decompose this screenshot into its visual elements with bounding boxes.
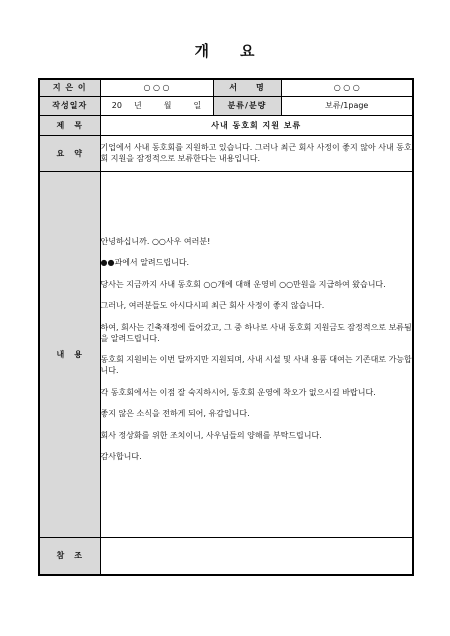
page-title: [0, 42, 450, 60]
content-paragraph: 하여, 회사는 긴축재정에 들어갔고, 그 중 하나로 사내 동호회 지원금도 잠정적으로 보류됨을 알려드립니다.: [100, 322, 412, 343]
page-title-right: 요: [240, 42, 256, 60]
date-category-row: [39, 96, 413, 115]
content-paragraph: 안녕하십니까. ○○사우 여러분!: [100, 236, 211, 246]
date-month-unit: 월: [163, 101, 172, 110]
reference-row: [39, 537, 413, 575]
author-label: 지 은 이: [39, 79, 100, 96]
content-paragraph: 당사는 지금까지 사내 동호회 ○○개에 대해 운영비 ○○만원을 지급하여 왔습니다.: [100, 279, 386, 289]
content-paragraph: 감사합니다.: [100, 452, 142, 461]
category-label: 분류/분량: [213, 96, 281, 115]
date-year-unit: 년: [133, 101, 142, 110]
summary-text[interactable]: 기업에서 사내 동호회를 지원하고 있습니다. 그러나 최근 회사 사정이 좋지 않아 사내 동호회 지원을 잠정적으로 보류한다는 내용입니다.: [100, 135, 413, 171]
content-paragraph: 각 동호회에서는 이점 잘 숙지하시어, 동호회 운영에 착오가 없으시길 바랍니다.: [100, 387, 376, 397]
signature-value[interactable]: ○ ○ ○: [281, 79, 413, 96]
date-label: 작성일자: [39, 96, 100, 115]
content-paragraph: 좋지 않은 소식을 전하게 되어, 유감입니다.: [100, 409, 250, 418]
page-title-left: 개: [194, 42, 210, 60]
subject-value[interactable]: 사내 동호회 지원 보류: [100, 115, 413, 135]
content-paragraph: 회사 정상화를 위한 조치이니, 사우님들의 양해를 부탁드립니다.: [100, 430, 322, 440]
summary-label: 요 약: [39, 135, 100, 171]
author-row: [39, 79, 413, 96]
content-body[interactable]: [100, 171, 413, 537]
reference-label: 참 조: [39, 537, 100, 575]
content-paragraph: 동호회 지원비는 이번 달까지만 지원되며, 사내 시설 및 사내 용품 대여는 기존대로 가능합니다.: [100, 355, 412, 375]
summary-form-table: [38, 78, 414, 576]
signature-label: 서 명: [213, 79, 281, 96]
reference-value[interactable]: [100, 537, 413, 575]
content-row: [39, 171, 413, 537]
category-value[interactable]: 보류/1page: [281, 96, 413, 115]
date-year: 20: [111, 101, 122, 110]
subject-row: [39, 115, 413, 135]
date-day-unit: 일: [193, 101, 202, 110]
summary-row: [39, 135, 413, 171]
author-value[interactable]: ○ ○ ○: [100, 79, 213, 96]
content-paragraph: ●●과에서 알려드립니다.: [100, 258, 190, 267]
subject-label: 제 목: [39, 115, 100, 135]
date-value[interactable]: [100, 96, 213, 115]
content-label: 내 용: [39, 171, 100, 537]
content-paragraph: 그러나, 여러분들도 아시다시피 최근 회사 사정이 좋지 않습니다.: [100, 301, 325, 310]
